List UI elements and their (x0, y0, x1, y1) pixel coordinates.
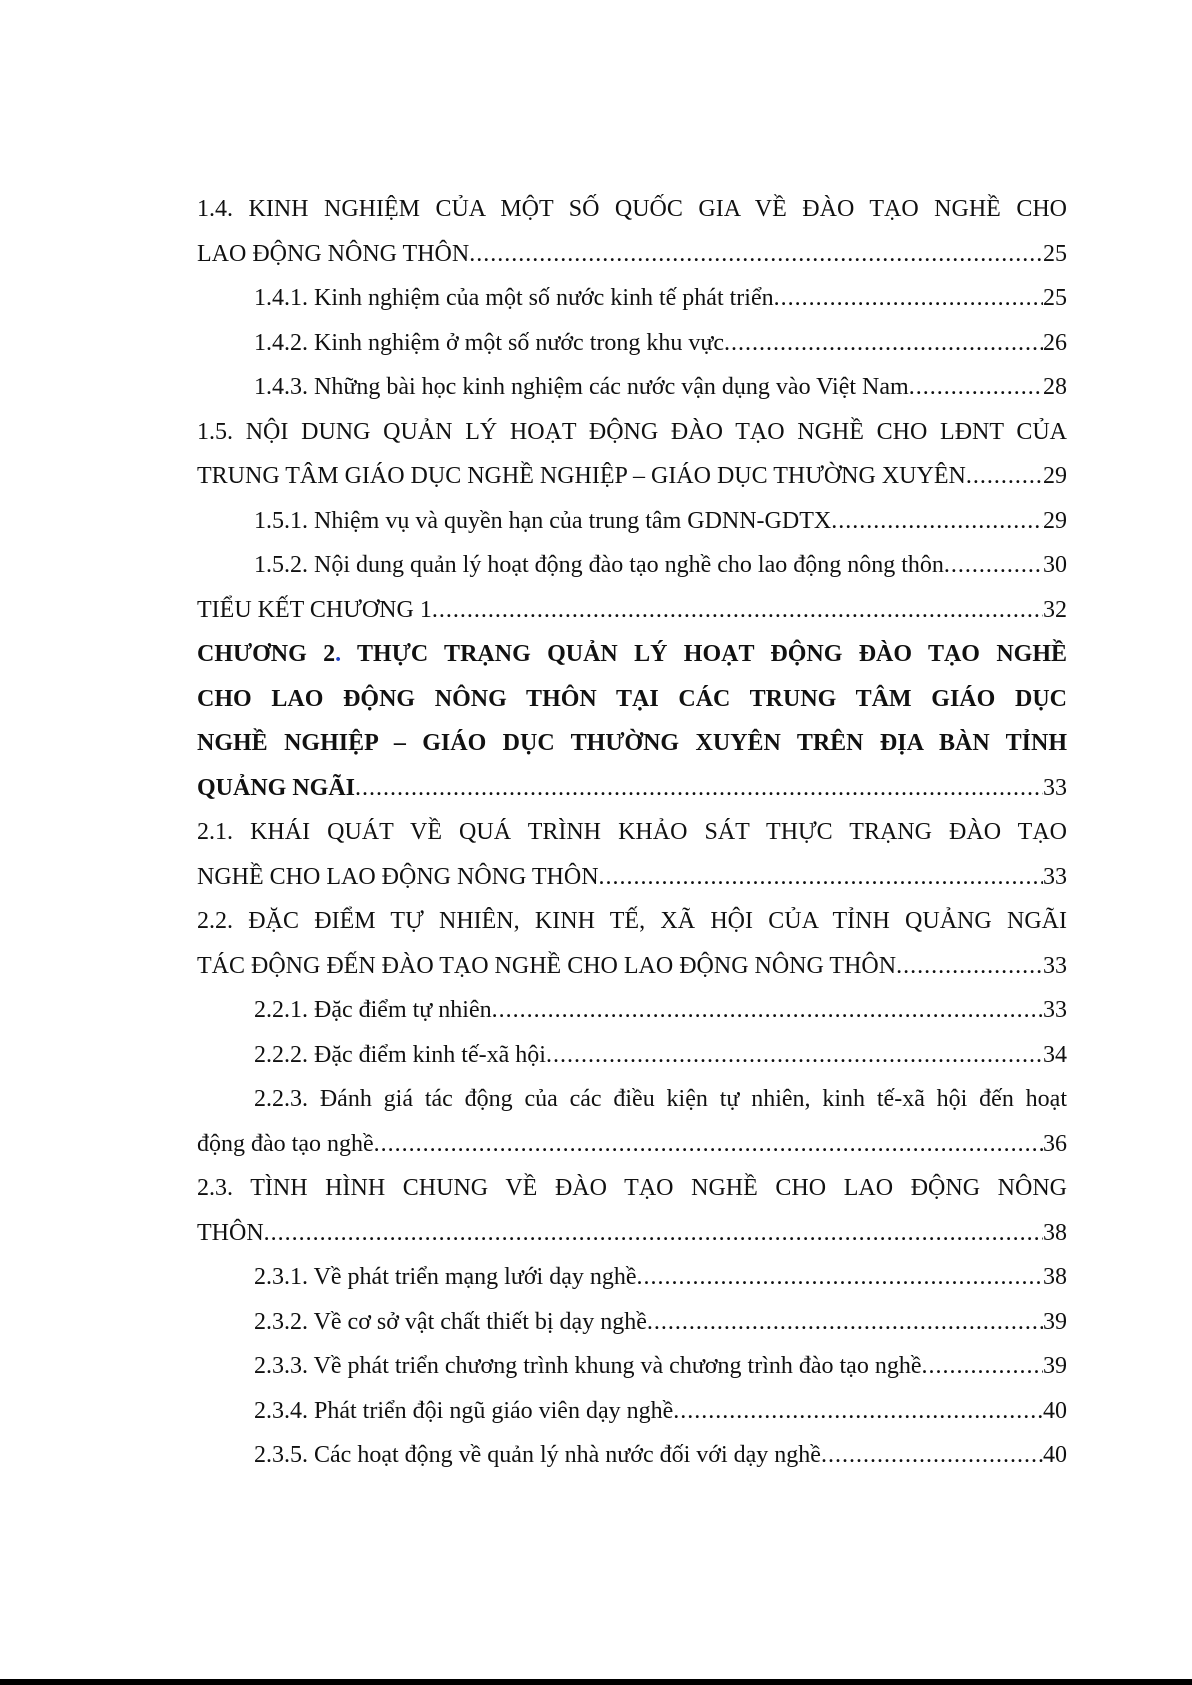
toc-entry-2-3-5 (197, 1433, 1067, 1478)
toc-entry-chapter-1-summary (197, 588, 1067, 633)
toc-entry-text: 1.5.1. Nhiệm vụ và quyền hạn của trung tâm GDNN-GDTX (254, 507, 832, 534)
dot-leader (469, 232, 1043, 277)
toc-entry-text: TRUNG TÂM GIÁO DỤC NGHỀ NGHIỆP – GIÁO DỤC THƯỜNG XUYÊN (197, 463, 966, 489)
toc-page-number: 33 (1043, 997, 1067, 1023)
toc-heading-1-5-line1: 1.5. NỘI DUNG QUẢN LÝ HOẠT ĐỘNG ĐÀO TẠO NGHỀ CHO LĐNT CỦA (197, 418, 1067, 445)
toc-entry-text: TIỂU KẾT CHƯƠNG 1 (197, 596, 432, 623)
dot-leader (355, 766, 1043, 811)
toc-heading-2-3-line2 (197, 1211, 1067, 1256)
toc-page-number: 38 (1043, 1219, 1067, 1246)
toc-entry-text: NGHỀ CHO LAO ĐỘNG NÔNG THÔN (197, 863, 599, 890)
toc-chapter-2-line2: CHO LAO ĐỘNG NÔNG THÔN TẠI CÁC TRUNG TÂM GIÁO DỤC (197, 685, 1067, 712)
toc-entry-text: 1.4.1. Kinh nghiệm của một số nước kinh tế phát triển (254, 285, 774, 311)
dot-leader (599, 855, 1043, 900)
toc-page-number: 26 (1043, 329, 1067, 356)
dot-leader (944, 543, 1043, 588)
toc-entry-text: động đào tạo nghề (197, 1130, 374, 1157)
toc-page-number: 40 (1043, 1442, 1067, 1468)
toc-page-number: 33 (1043, 952, 1067, 979)
toc-chapter-2-line4 (197, 766, 1067, 811)
dot-leader (637, 1255, 1043, 1300)
toc-entry-text: 2.3.5. Các hoạt động về quản lý nhà nước đối với dạy nghề (254, 1442, 821, 1468)
toc-entry-2-3-3 (197, 1344, 1067, 1389)
toc-entry-text: TÁC ĐỘNG ĐẾN ĐÀO TẠO NGHỀ CHO LAO ĐỘNG NÔNG THÔN (197, 952, 897, 979)
toc-page-number: 25 (1043, 240, 1067, 267)
toc-entry-1-4-1 (197, 276, 1067, 321)
dot-leader (492, 988, 1043, 1033)
toc-page-number: 39 (1043, 1308, 1067, 1335)
toc-page-number: 39 (1043, 1353, 1067, 1379)
toc-entry-text: 1.4.3. Những bài học kinh nghiệm các nước vận dụng vào Việt Nam (254, 374, 909, 400)
toc-heading-2-1-line2 (197, 855, 1067, 900)
chapter-2-title: THỰC TRẠNG QUẢN LÝ HOẠT ĐỘNG ĐÀO TẠO NGHỀ (341, 641, 1067, 667)
dot-leader (673, 1389, 1043, 1434)
toc-entry-text: 2.3.2. Về cơ sở vật chất thiết bị dạy nghề (254, 1308, 647, 1335)
toc-page-number: 33 (1043, 863, 1067, 890)
toc-page-number: 28 (1043, 374, 1067, 400)
table-of-contents (197, 187, 1067, 1478)
dot-leader (546, 1033, 1043, 1078)
chapter-2-dot: . (335, 641, 342, 667)
toc-entry-text: 1.5.2. Nội dung quản lý hoạt động đào tạo nghề cho lao động nông thôn (254, 552, 944, 578)
toc-entry-2-3-2 (197, 1300, 1067, 1345)
dot-leader (724, 321, 1043, 366)
toc-entry-text: 2.3.3. Về phát triển chương trình khung và chương trình đào tạo nghề (254, 1353, 922, 1379)
toc-entry-text: LAO ĐỘNG NÔNG THÔN (197, 240, 470, 267)
toc-entry-text: THÔN (197, 1219, 264, 1246)
toc-page-number: 40 (1043, 1397, 1067, 1424)
toc-entry-1-4-3 (197, 365, 1067, 410)
dot-leader (922, 1344, 1044, 1389)
dot-leader (896, 944, 1043, 989)
dot-leader (432, 588, 1043, 633)
toc-page-number: 29 (1043, 507, 1067, 534)
toc-page-number: 29 (1043, 463, 1067, 489)
toc-entry-text: 2.2.2. Đặc điểm kinh tế-xã hội (254, 1041, 546, 1068)
toc-chapter-2-line3: NGHỀ NGHIỆP – GIÁO DỤC THƯỜNG XUYÊN TRÊN ĐỊA BÀN TỈNH (197, 730, 1067, 756)
toc-heading-2-2-line1: 2.2. ĐẶC ĐIỂM TỰ NHIÊN, KINH TẾ, XÃ HỘI CỦA TỈNH QUẢNG NGÃI (197, 908, 1067, 934)
dot-leader (821, 1433, 1043, 1478)
toc-page-number: 33 (1043, 774, 1067, 801)
toc-entry-text: QUẢNG NGÃI (197, 774, 356, 801)
toc-page-number: 38 (1043, 1264, 1067, 1290)
toc-heading-1-4-line2 (197, 232, 1067, 277)
toc-entry-2-2-1 (197, 988, 1067, 1033)
toc-entry-2-2-3-line2 (197, 1122, 1067, 1167)
toc-heading-2-1-line1: 2.1. KHÁI QUÁT VỀ QUÁ TRÌNH KHẢO SÁT THỰC TRẠNG ĐÀO TẠO (197, 819, 1067, 845)
toc-page-number: 36 (1043, 1130, 1067, 1157)
dot-leader (264, 1211, 1043, 1256)
dot-leader (966, 454, 1043, 499)
toc-page-number: 30 (1043, 552, 1067, 578)
dot-leader (647, 1300, 1043, 1345)
dot-leader (774, 276, 1043, 321)
dot-leader (374, 1122, 1043, 1167)
toc-heading-1-5-line2 (197, 454, 1067, 499)
toc-page-number: 32 (1043, 596, 1067, 623)
toc-heading-2-3-line1: 2.3. TÌNH HÌNH CHUNG VỀ ĐÀO TẠO NGHỀ CHO LAO ĐỘNG NÔNG (197, 1175, 1067, 1201)
toc-entry-2-2-3-line1: 2.2.3. Đánh giá tác động của các điều kiện tự nhiên, kinh tế-xã hội đến hoạt (254, 1086, 1067, 1112)
toc-chapter-2-line1 (197, 632, 1067, 677)
dot-leader (831, 499, 1043, 544)
toc-entry-1-5-2 (197, 543, 1067, 588)
toc-entry-text: 1.4.2. Kinh nghiệm ở một số nước trong khu vực (254, 329, 725, 356)
page-bottom-border (0, 1679, 1192, 1685)
toc-heading-2-2-line2 (197, 944, 1067, 989)
toc-entry-2-3-4 (197, 1389, 1067, 1434)
toc-entry-2-2-2 (197, 1033, 1067, 1078)
dot-leader (909, 365, 1043, 410)
toc-entry-1-5-1 (197, 499, 1067, 544)
toc-page-number: 25 (1043, 285, 1067, 311)
toc-heading-1-4-line1: 1.4. KINH NGHIỆM CỦA MỘT SỐ QUỐC GIA VỀ ĐÀO TẠO NGHỀ CHO (197, 196, 1067, 222)
toc-entry-text: 2.2.1. Đặc điểm tự nhiên (254, 997, 492, 1023)
toc-entry-1-4-2 (197, 321, 1067, 366)
toc-page-number: 34 (1043, 1041, 1067, 1068)
toc-entry-2-3-1 (197, 1255, 1067, 1300)
chapter-2-prefix: CHƯƠNG 2 (197, 641, 336, 667)
toc-entry-text: 2.3.4. Phát triển đội ngũ giáo viên dạy nghề (254, 1397, 674, 1424)
toc-entry-text: 2.3.1. Về phát triển mạng lưới dạy nghề (254, 1264, 637, 1290)
